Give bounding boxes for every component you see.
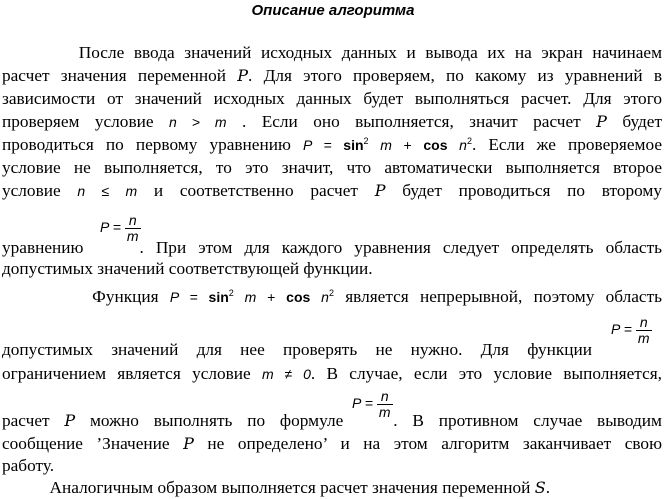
variable-p: P [237,66,249,85]
formula-p-equals-n-over-m: P = $\frac{n}{m}$ [100,212,139,244]
text-line: расчет значения переменной P. Для этого проверяем, по какому из уравнений в [2,66,662,85]
text-line: расчет P можно выполнять по формуле . В противном случае выводим [2,411,662,430]
formula-sin-cos: $P = \sin^2 m + \cos n^2$ [302,136,472,153]
text-line: условие n ≤ m и соответственно расчет P будет проводиться по второму [2,181,662,200]
text-line: сообщение ’Значение P не определено’ и на этом алгоритм заканчивает свою [2,434,662,453]
formula-p-equals-n-over-m: P = $\frac{n}{m}$ [352,388,391,420]
text-line: условие не выполняется, то это значит, что автоматически выполняется второе [2,158,662,177]
text-line: уравнению . При этом для каждого уравнения следует определять область [2,238,662,257]
text-line: Аналогичным образом выполняется расчет значения переменной S. [49,478,551,497]
text-line: Функция $P = \sin^2 m + \cos n^2$ является непрерывной, поэтому область [92,287,663,306]
condition-m-not-zero: m ≠ 0 [262,366,311,382]
text-line: проводиться по первому уравнению $P = \sin^2 m + \cos n^2$. Если же проверяемое [2,135,662,154]
variable-p: P [183,434,194,453]
text-line: допустимых значений для нее проверять не нужно. Для функции [2,340,592,359]
text-line: После ввода значений исходных данных и вывода их на экран начинаем [78,43,663,62]
text-line: работу. [2,456,55,475]
variable-p: P [596,112,607,131]
formula-sin-cos: $P = \sin^2 m + \cos n^2$ [169,288,334,305]
condition-n-le-m: n ≤ m [77,183,138,199]
text-line: проверяем условие n > m . Если оно выполняется, значит расчет P будет [2,112,663,131]
text-line: ограничением является условие m ≠ 0. В случае, если это условие выполняется, [2,364,663,383]
page-title: Описание алгоритма [251,2,415,19]
text-line: зависимости от значений исходных данных будет выполняться расчет. Для этого [2,89,662,108]
condition-n-greater-m: n > m [168,114,227,130]
variable-p: P [374,181,386,200]
formula-p-equals-n-over-m: P = $\frac{n}{m}$ [611,314,650,346]
variable-p: P [64,411,76,430]
text-line: допустимых значений соответствующей функции. [2,259,373,278]
variable-s: S [534,478,546,497]
